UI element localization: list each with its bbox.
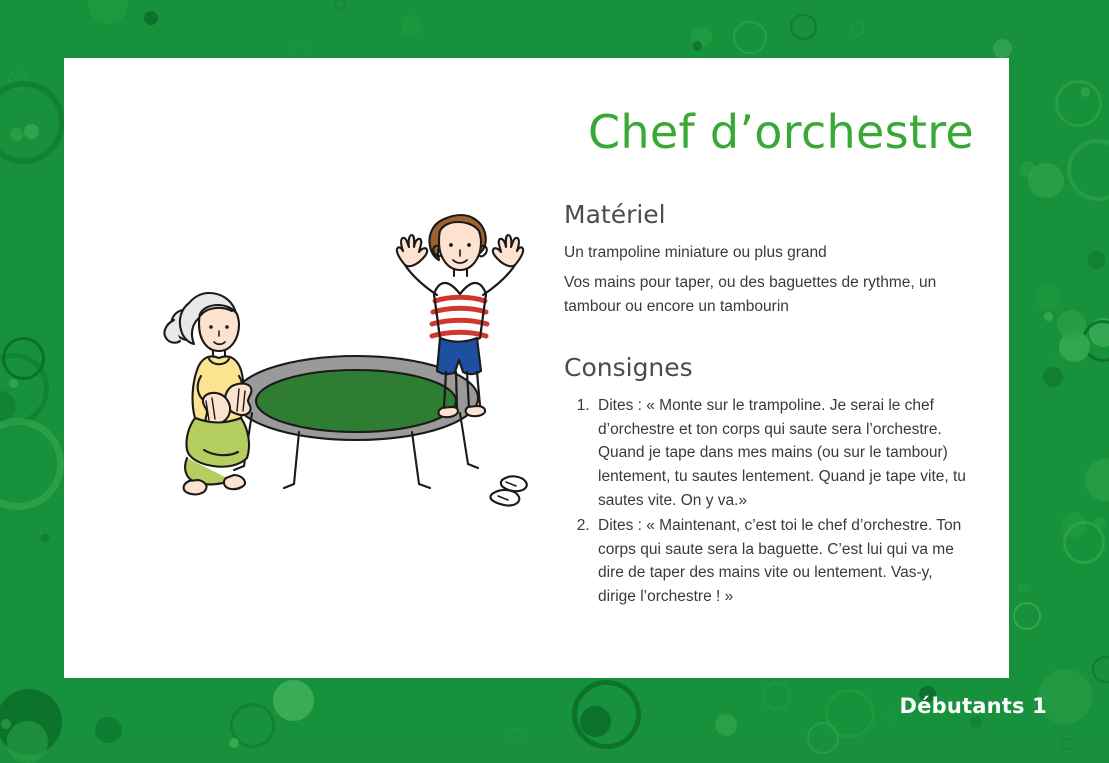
materiel-line-2: Vos mains pour taper, ou des baguettes de rythme, un tambour ou encore un tambourin [564,274,937,316]
children-trampoline-illustration [94,198,534,538]
illustration-column [64,58,534,678]
section-heading-consignes: Consignes [564,353,693,383]
materiel-line-1: Un trampoline miniature ou plus grand [564,244,827,262]
text-column [534,58,1009,678]
list-item: 2. Dites : « Maintenant, c’est toi le chef d’orchestre. Ton corps qui saute sera la baguette. C’est lui qui va me dire de taper des mains vite ou lentement. Vas-y, dirige l’orchestre ! » [594,514,974,608]
page-title: Chef d’orchestre [587,105,974,159]
section-heading-materiel: Matériel [564,200,666,230]
content-card [64,58,1009,678]
consignes-list [564,394,974,608]
level-label: Débutants 1 [899,694,1047,718]
list-item: 1. Dites : « Monte sur le trampoline. Je serai le chef d’orchestre et ton corps qui saute sera l’orchestre. Quand je tape dans mes mains (ou sur le tambour) lentement, tu sautes lentement. Quand je tape vite, tu sautes vite. On y va.» [594,394,974,512]
